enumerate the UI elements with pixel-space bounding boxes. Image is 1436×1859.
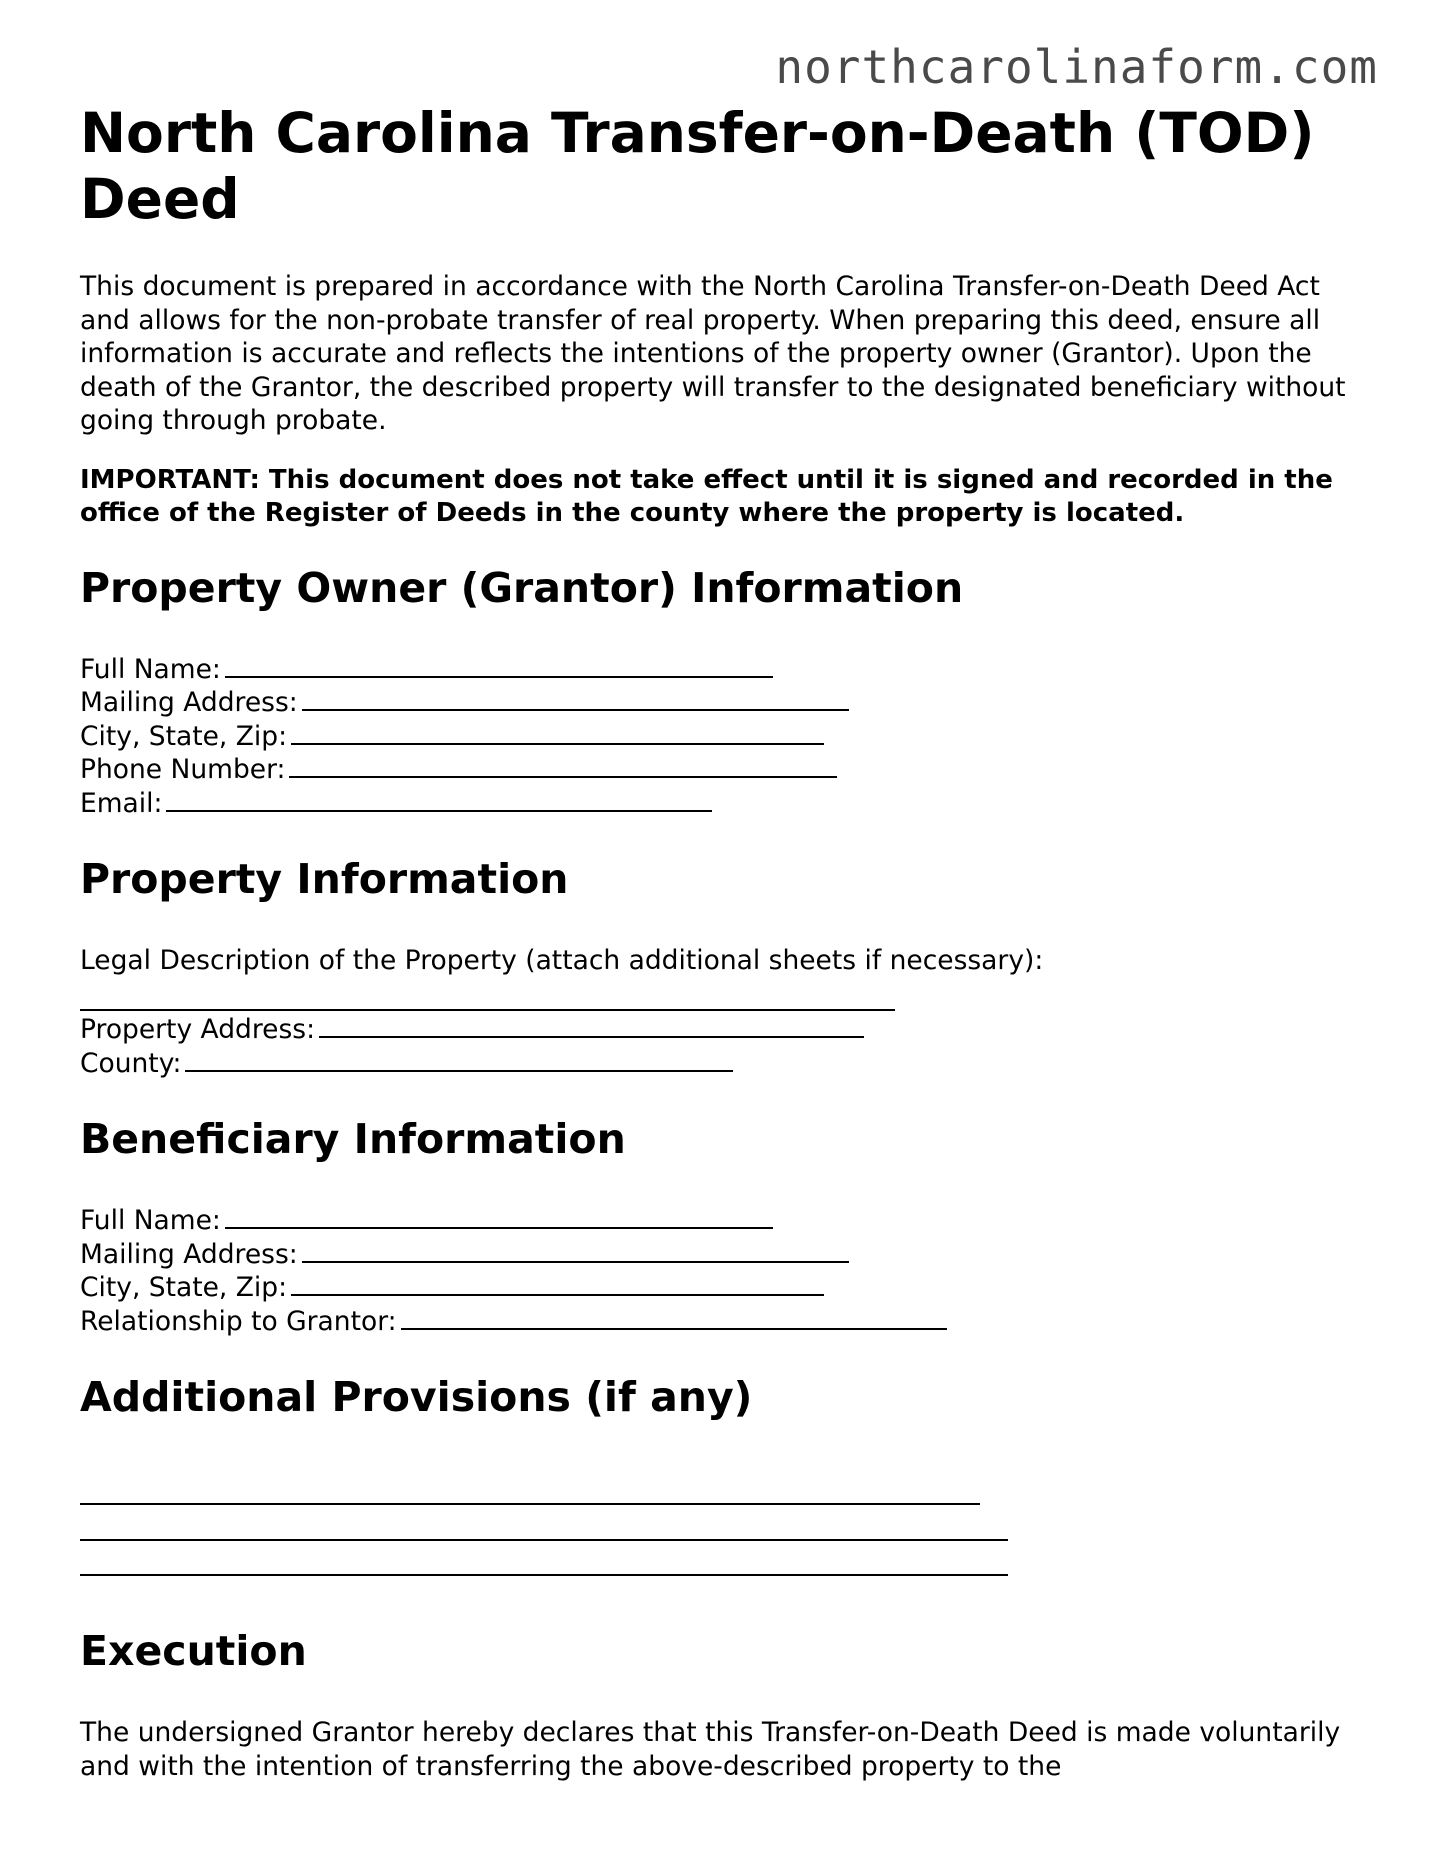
legal-description-label: Legal Description of the Property (attach additional sheets if necessary): (80, 945, 1044, 976)
relationship-row (80, 1305, 1370, 1339)
field-label: Full Name: (80, 653, 221, 685)
execution-heading: Execution (80, 1627, 307, 1675)
execution-paragraph: The undersigned Grantor hereby declares that this Transfer-on-Death Deed is made voluntarily and with the intention of transferring the above-described property to the (80, 1717, 1341, 1782)
grantor-city-state-zip-row (80, 720, 1370, 754)
provision-line[interactable] (80, 1543, 1008, 1576)
grantor-phone-blank[interactable] (289, 776, 837, 778)
field-label: Phone Number: (80, 754, 286, 785)
grantor-fields (80, 653, 1370, 821)
grantor-city-state-zip-blank[interactable] (291, 743, 824, 745)
beneficiary-mailing-address-row (80, 1238, 1370, 1272)
beneficiary-full-name-row (80, 1204, 1370, 1238)
grantor-email-row (80, 787, 1370, 821)
provisions-lines (80, 1472, 1370, 1576)
grantor-full-name-row (80, 653, 1370, 687)
watermark: northcarolinaform.com (775, 40, 1378, 94)
field-label: Property Address: (80, 1014, 316, 1045)
grantor-email-blank[interactable] (166, 810, 712, 812)
relationship-blank[interactable] (401, 1328, 947, 1330)
field-label: County: (80, 1047, 182, 1079)
grantor-phone-row (80, 753, 1370, 787)
property-heading: Property Information (80, 855, 569, 903)
county-row (80, 1047, 1370, 1081)
property-address-blank[interactable] (319, 1036, 864, 1038)
property-fields (80, 944, 1370, 1080)
field-label: City, State, Zip: (80, 720, 288, 752)
provision-line[interactable] (80, 1508, 1008, 1541)
grantor-full-name-blank[interactable] (225, 676, 773, 678)
beneficiary-city-state-zip-blank[interactable] (291, 1294, 824, 1296)
field-label: Email: (80, 787, 163, 819)
provisions-heading: Additional Provisions (if any) (80, 1373, 753, 1421)
provision-line[interactable] (80, 1472, 980, 1505)
important-notice: IMPORTANT: This document does not take effect until it is signed and recorded in the office of the Register of Deeds in the county where the property is located. (80, 464, 1333, 528)
beneficiary-city-state-zip-row (80, 1271, 1370, 1305)
field-label: Mailing Address: (80, 687, 298, 718)
document-page (80, 100, 1370, 1809)
legal-description-blank[interactable] (80, 978, 895, 1011)
intro-paragraph: This document is prepared in accordance with the North Carolina Transfer-on-Death Deed Act and allows for the non-probate transfer of real property. When preparing this deed, ensure all information is accurate and reflects the intentions of the property owner (Grantor). Upon the death of the Grantor, the described property will transfer to the designated beneficiary without going through probate. (80, 271, 1346, 436)
property-address-row (80, 1013, 1370, 1047)
grantor-heading: Property Owner (Grantor) Information (80, 563, 964, 612)
grantor-mailing-address-row (80, 686, 1370, 720)
field-label: Mailing Address: (80, 1238, 298, 1270)
beneficiary-fields (80, 1204, 1370, 1338)
grantor-mailing-address-blank[interactable] (302, 709, 849, 711)
beneficiary-mailing-address-blank[interactable] (302, 1261, 849, 1263)
beneficiary-heading: Beneficiary Information (80, 1115, 626, 1163)
beneficiary-full-name-blank[interactable] (225, 1227, 773, 1229)
field-label: City, State, Zip: (80, 1272, 288, 1303)
county-blank[interactable] (185, 1070, 733, 1072)
field-label: Full Name: (80, 1205, 221, 1236)
page-title: North Carolina Transfer-on-Death (TOD) Deed (80, 101, 1315, 231)
field-label: Relationship to Grantor: (80, 1305, 397, 1337)
